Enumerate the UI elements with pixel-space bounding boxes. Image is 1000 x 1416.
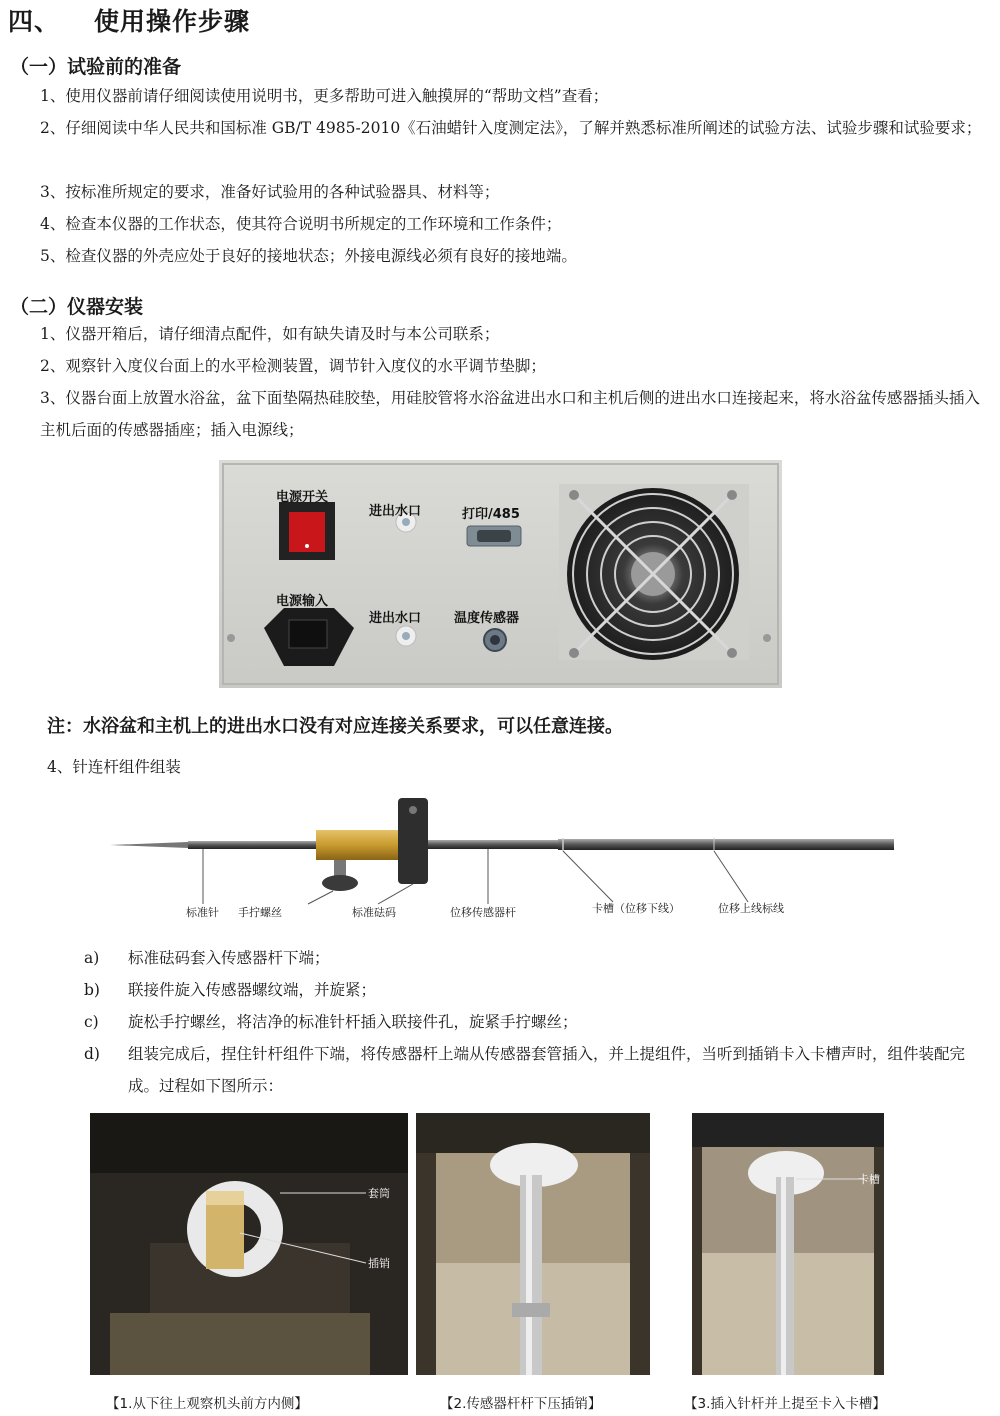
- label-water-port-top: 进出水口: [369, 504, 422, 519]
- connection-note: 注：水浴盆和主机上的进出水口没有对应连接关系要求，可以任意连接。: [47, 716, 623, 737]
- needle-rod-assembly-diagram: [108, 790, 898, 920]
- rod-label-groove: 卡槽（位移下线）: [592, 902, 680, 915]
- rod-label-weight: 标准砝码: [352, 906, 396, 919]
- photo-sensor-rod-press-pin: [416, 1113, 650, 1375]
- rod-label-needle: 标准针: [186, 906, 219, 919]
- caption-photo-3: 【3.插入针杆并上提至卡入卡槽】: [684, 1396, 886, 1412]
- rod-label-sensor-rod: 位移传感器杆: [450, 906, 516, 919]
- assembly-step: b) 联接件旋入传感器螺纹端，并旋紧；: [84, 981, 377, 999]
- label-temp-sensor: 温度传感器: [454, 611, 520, 626]
- assembly-steps: [84, 942, 994, 1102]
- caption-photo-1: 【1.从下往上观察机头前方内侧】: [106, 1396, 308, 1412]
- prep-item-1: 1、使用仪器前请仔细阅读使用说明书，更多帮助可进入触摸屏的“帮助文档”查看；: [40, 87, 609, 105]
- rear-panel-photo: [219, 460, 782, 688]
- heading-preparation: （一）试验前的准备: [10, 56, 182, 78]
- section-title-text: 使用操作步骤: [94, 7, 251, 36]
- install-item-1: 1、仪器开箱后，请仔细清点配件，如有缺失请及时与本公司联系；: [40, 325, 500, 343]
- label-power-input: 电源输入: [276, 594, 329, 609]
- install-item-2: 2、观察针入度仪台面上的水平检测装置，调节针入度仪的水平调节垫脚；: [40, 357, 546, 375]
- rod-label-thumb-screw: 手拧螺丝: [238, 906, 282, 919]
- photo3-label-groove: 卡槽: [858, 1173, 880, 1186]
- prep-item-5: 5、检查仪器的外壳应处于良好的接地状态；外接电源线必须有良好的接地端。: [40, 247, 577, 265]
- photo1-label-pin: 插销: [368, 1257, 390, 1270]
- heading-installation: （二）仪器安装: [10, 296, 144, 318]
- photo-view-from-below: [90, 1113, 408, 1375]
- label-power-switch: 电源开关: [276, 490, 329, 505]
- section-number: 四、: [8, 7, 61, 36]
- prep-item-3: 3、按标准所规定的要求，准备好试验用的各种试验器具、材料等；: [40, 183, 500, 201]
- label-print-port: 打印/485: [462, 507, 520, 522]
- rod-label-upper-mark: 位移上线标线: [718, 902, 784, 915]
- photo-insert-and-lift: [692, 1113, 884, 1375]
- assembly-heading: 4、针连杆组件组装: [47, 758, 181, 776]
- install-item-3: 3、仪器台面上放置水浴盆，盆下面垫隔热硅胶垫，用硅胶管将水浴盆进出水口和主机后侧的进出水口连接起来，将水浴盆传感器插头插入主机后面的传感器插座；插入电源线；: [40, 389, 980, 439]
- section-title: [8, 2, 250, 38]
- caption-photo-2: 【2.传感器杆杆下压插销】: [440, 1396, 602, 1412]
- photo1-label-sleeve: 套筒: [368, 1187, 390, 1200]
- assembly-step: c) 旋松手拧螺丝，将洁净的标准针杆插入联接件孔，旋紧手拧螺丝；: [84, 1013, 578, 1031]
- assembly-step: d) 组装完成后，捏住针杆组件下端，将传感器杆上端从传感器套管插入，并上提组件，当听到插销卡入卡槽声时，组件装配完成。过程如下图所示：: [84, 1045, 966, 1095]
- prep-item-4: 4、检查本仪器的工作状态，使其符合说明书所规定的工作环境和工作条件；: [40, 215, 562, 233]
- prep-item-2: 2、仔细阅读中华人民共和国标准 GB/T 4985-2010《石油蜡针入度测定法》，了解并熟悉标准所阐述的试验方法、试验步骤和试验要求；: [40, 119, 982, 137]
- label-water-port-bottom: 进出水口: [369, 611, 422, 626]
- assembly-step: a) 标准砝码套入传感器杆下端；: [84, 949, 330, 967]
